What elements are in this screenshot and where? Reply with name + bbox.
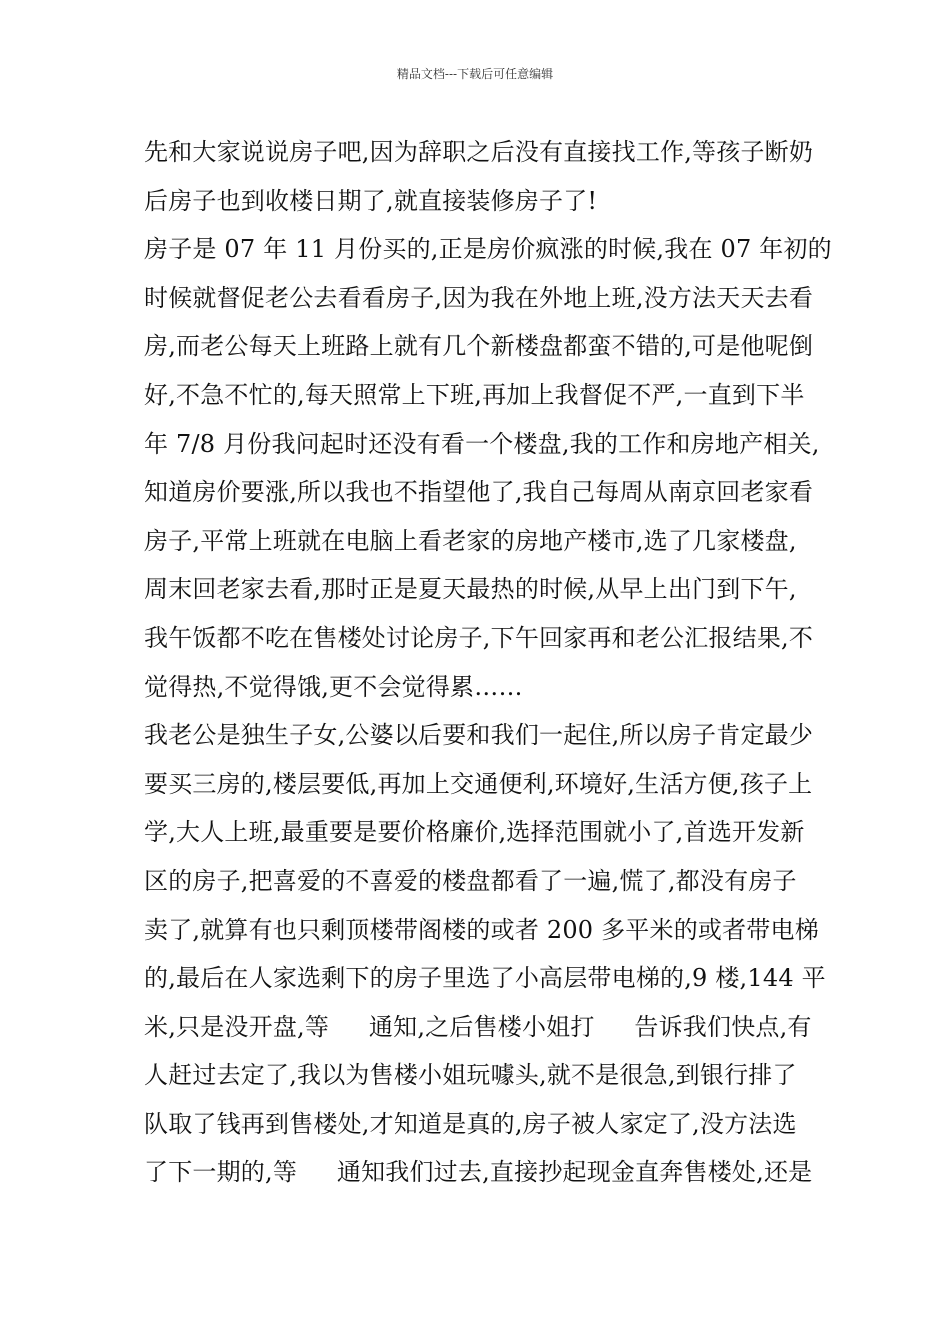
text-line: 米,只是没开盘,等 通知,之后售楼小姐打 告诉我们快点,有 [144, 1012, 812, 1041]
text-line: 房子,平常上班就在电脑上看老家的房地产楼市,选了几家楼盘, [144, 526, 797, 555]
text-line: 房子是 07 年 11 月份买的,正是房价疯涨的时候,我在 07 年初的 [144, 235, 832, 264]
text-line: 后房子也到收楼日期了,就直接装修房子了! [144, 186, 598, 215]
text-line: 我老公是独生子女,公婆以后要和我们一起住,所以房子肯定最少 [144, 721, 814, 750]
text-line: 卖了,就算有也只剩顶楼带阁楼的或者 200 多平米的或者带电梯 [144, 915, 819, 944]
text-line: 好,不急不忙的,每天照常上下班,再加上我督促不严,一直到下半 [144, 380, 805, 409]
text-line: 时候就督促老公去看看房子,因为我在外地上班,没方法天天去看 [144, 283, 814, 312]
text-line: 了下一期的,等 通知我们过去,直接抄起现金直奔售楼处,还是 [144, 1158, 813, 1187]
text-line: 先和大家说说房子吧,因为辞职之后没有直接找工作,等孩子断奶 [144, 138, 814, 166]
text-line: 我午饭都不吃在售楼处讨论房子,下午回家再和老公汇报结果,不 [144, 623, 814, 652]
text-line: 区的房子,把喜爱的不喜爱的楼盘都看了一遍,慌了,都没有房子 [144, 866, 797, 895]
text-line: 房,而老公每天上班路上就有几个新楼盘都蛮不错的,可是他呢倒 [144, 332, 814, 361]
text-line: 学,大人上班,最重要是要价格廉价,选择范围就小了,首选开发新 [144, 818, 805, 847]
text-line: 队取了钱再到售楼处,才知道是真的,房子被人家定了,没方法选 [144, 1109, 797, 1138]
text-line: 人赶过去定了,我以为售楼小姐玩噱头,就不是很急,到银行排了 [144, 1061, 797, 1090]
text-line: 要买三房的,楼层要低,再加上交通便利,环境好,生活方便,孩子上 [144, 769, 813, 798]
page-header: 精品文档---下载后可任意编辑 [396, 67, 554, 81]
text-line: 年 7/8 月份我问起时还没有看一个楼盘,我的工作和房地产相关, [144, 429, 820, 458]
text-line: 的,最后在人家选剩下的房子里选了小高层带电梯的,9 楼,144 平 [144, 964, 826, 993]
text-line: 知道房价要涨,所以我也不指望他了,我自己每周从南京回老家看 [144, 478, 814, 507]
body-text [144, 128, 832, 1197]
text-line: 周末回老家去看,那时正是夏天最热的时候,从早上出门到下午, [144, 575, 797, 604]
text-line: 觉得热,不觉得饿,更不会觉得累…… [144, 672, 523, 701]
